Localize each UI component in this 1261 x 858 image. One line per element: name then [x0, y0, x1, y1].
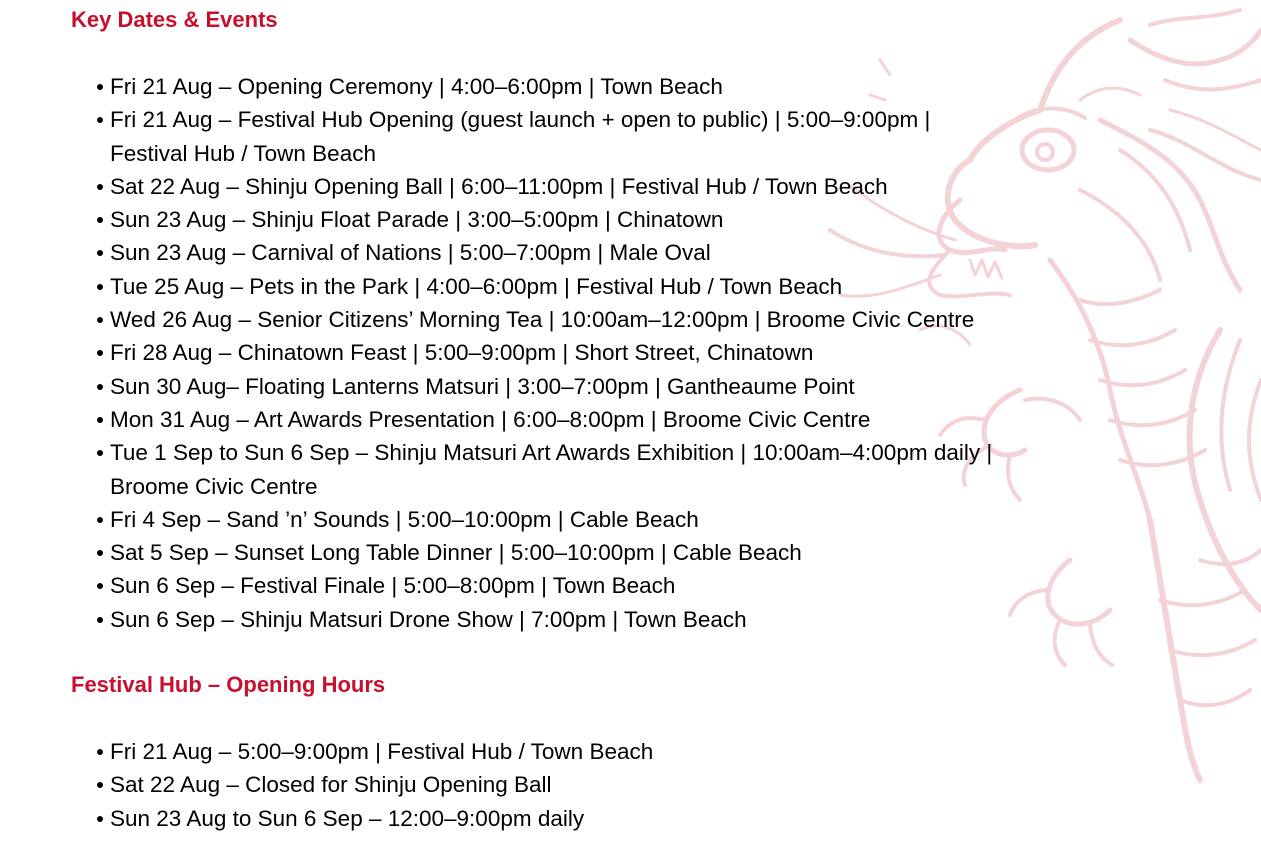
list-item: Sat 22 Aug – Shinju Opening Ball | 6:00–11:00pm | Festival Hub / Town Beach — [96, 170, 1096, 203]
list-item: Fri 4 Sep – Sand ’n’ Sounds | 5:00–10:00pm | Cable Beach — [96, 503, 1096, 536]
list-item: Sun 23 Aug – Carnival of Nations | 5:00–7:00pm | Male Oval — [96, 236, 1096, 269]
festival-hub-hours-list — [96, 735, 1096, 835]
list-item: Sun 23 Aug – Shinju Float Parade | 3:00–5:00pm | Chinatown — [96, 203, 1096, 236]
list-item: Wed 26 Aug – Senior Citizens’ Morning Tea | 10:00am–12:00pm | Broome Civic Centre — [96, 303, 1096, 336]
key-dates-heading: Key Dates & Events — [71, 7, 278, 32]
list-item: Sun 30 Aug– Floating Lanterns Matsuri | 3:00–7:00pm | Gantheaume Point — [96, 370, 1096, 403]
list-item: Fri 21 Aug – Opening Ceremony | 4:00–6:00pm | Town Beach — [96, 70, 1096, 103]
list-item: Sun 6 Sep – Shinju Matsuri Drone Show | 7:00pm | Town Beach — [96, 603, 1096, 636]
list-item: Sun 6 Sep – Festival Finale | 5:00–8:00pm | Town Beach — [96, 569, 1096, 602]
list-item: Tue 25 Aug – Pets in the Park | 4:00–6:00pm | Festival Hub / Town Beach — [96, 270, 1096, 303]
list-item: Fri 28 Aug – Chinatown Feast | 5:00–9:00pm | Short Street, Chinatown — [96, 336, 1096, 369]
list-item: Sun 23 Aug to Sun 6 Sep – 12:00–9:00pm daily — [96, 802, 1096, 835]
festival-hub-heading: Festival Hub – Opening Hours — [71, 672, 386, 697]
list-item: Tue 1 Sep to Sun 6 Sep – Shinju Matsuri Art Awards Exhibition | 10:00am–4:00pm daily | Broome Civic Centre — [96, 436, 1096, 503]
list-item: Mon 31 Aug – Art Awards Presentation | 6:00–8:00pm | Broome Civic Centre — [96, 403, 1096, 436]
list-item: Fri 21 Aug – Festival Hub Opening (guest launch + open to public) | 5:00–9:00pm | Festival Hub / Town Beach — [96, 103, 1096, 170]
key-dates-list — [96, 70, 1096, 636]
list-item: Sat 22 Aug – Closed for Shinju Opening Ball — [96, 768, 1096, 801]
list-item: Sat 5 Sep – Sunset Long Table Dinner | 5:00–10:00pm | Cable Beach — [96, 536, 1096, 569]
list-item: Fri 21 Aug – 5:00–9:00pm | Festival Hub / Town Beach — [96, 735, 1096, 768]
